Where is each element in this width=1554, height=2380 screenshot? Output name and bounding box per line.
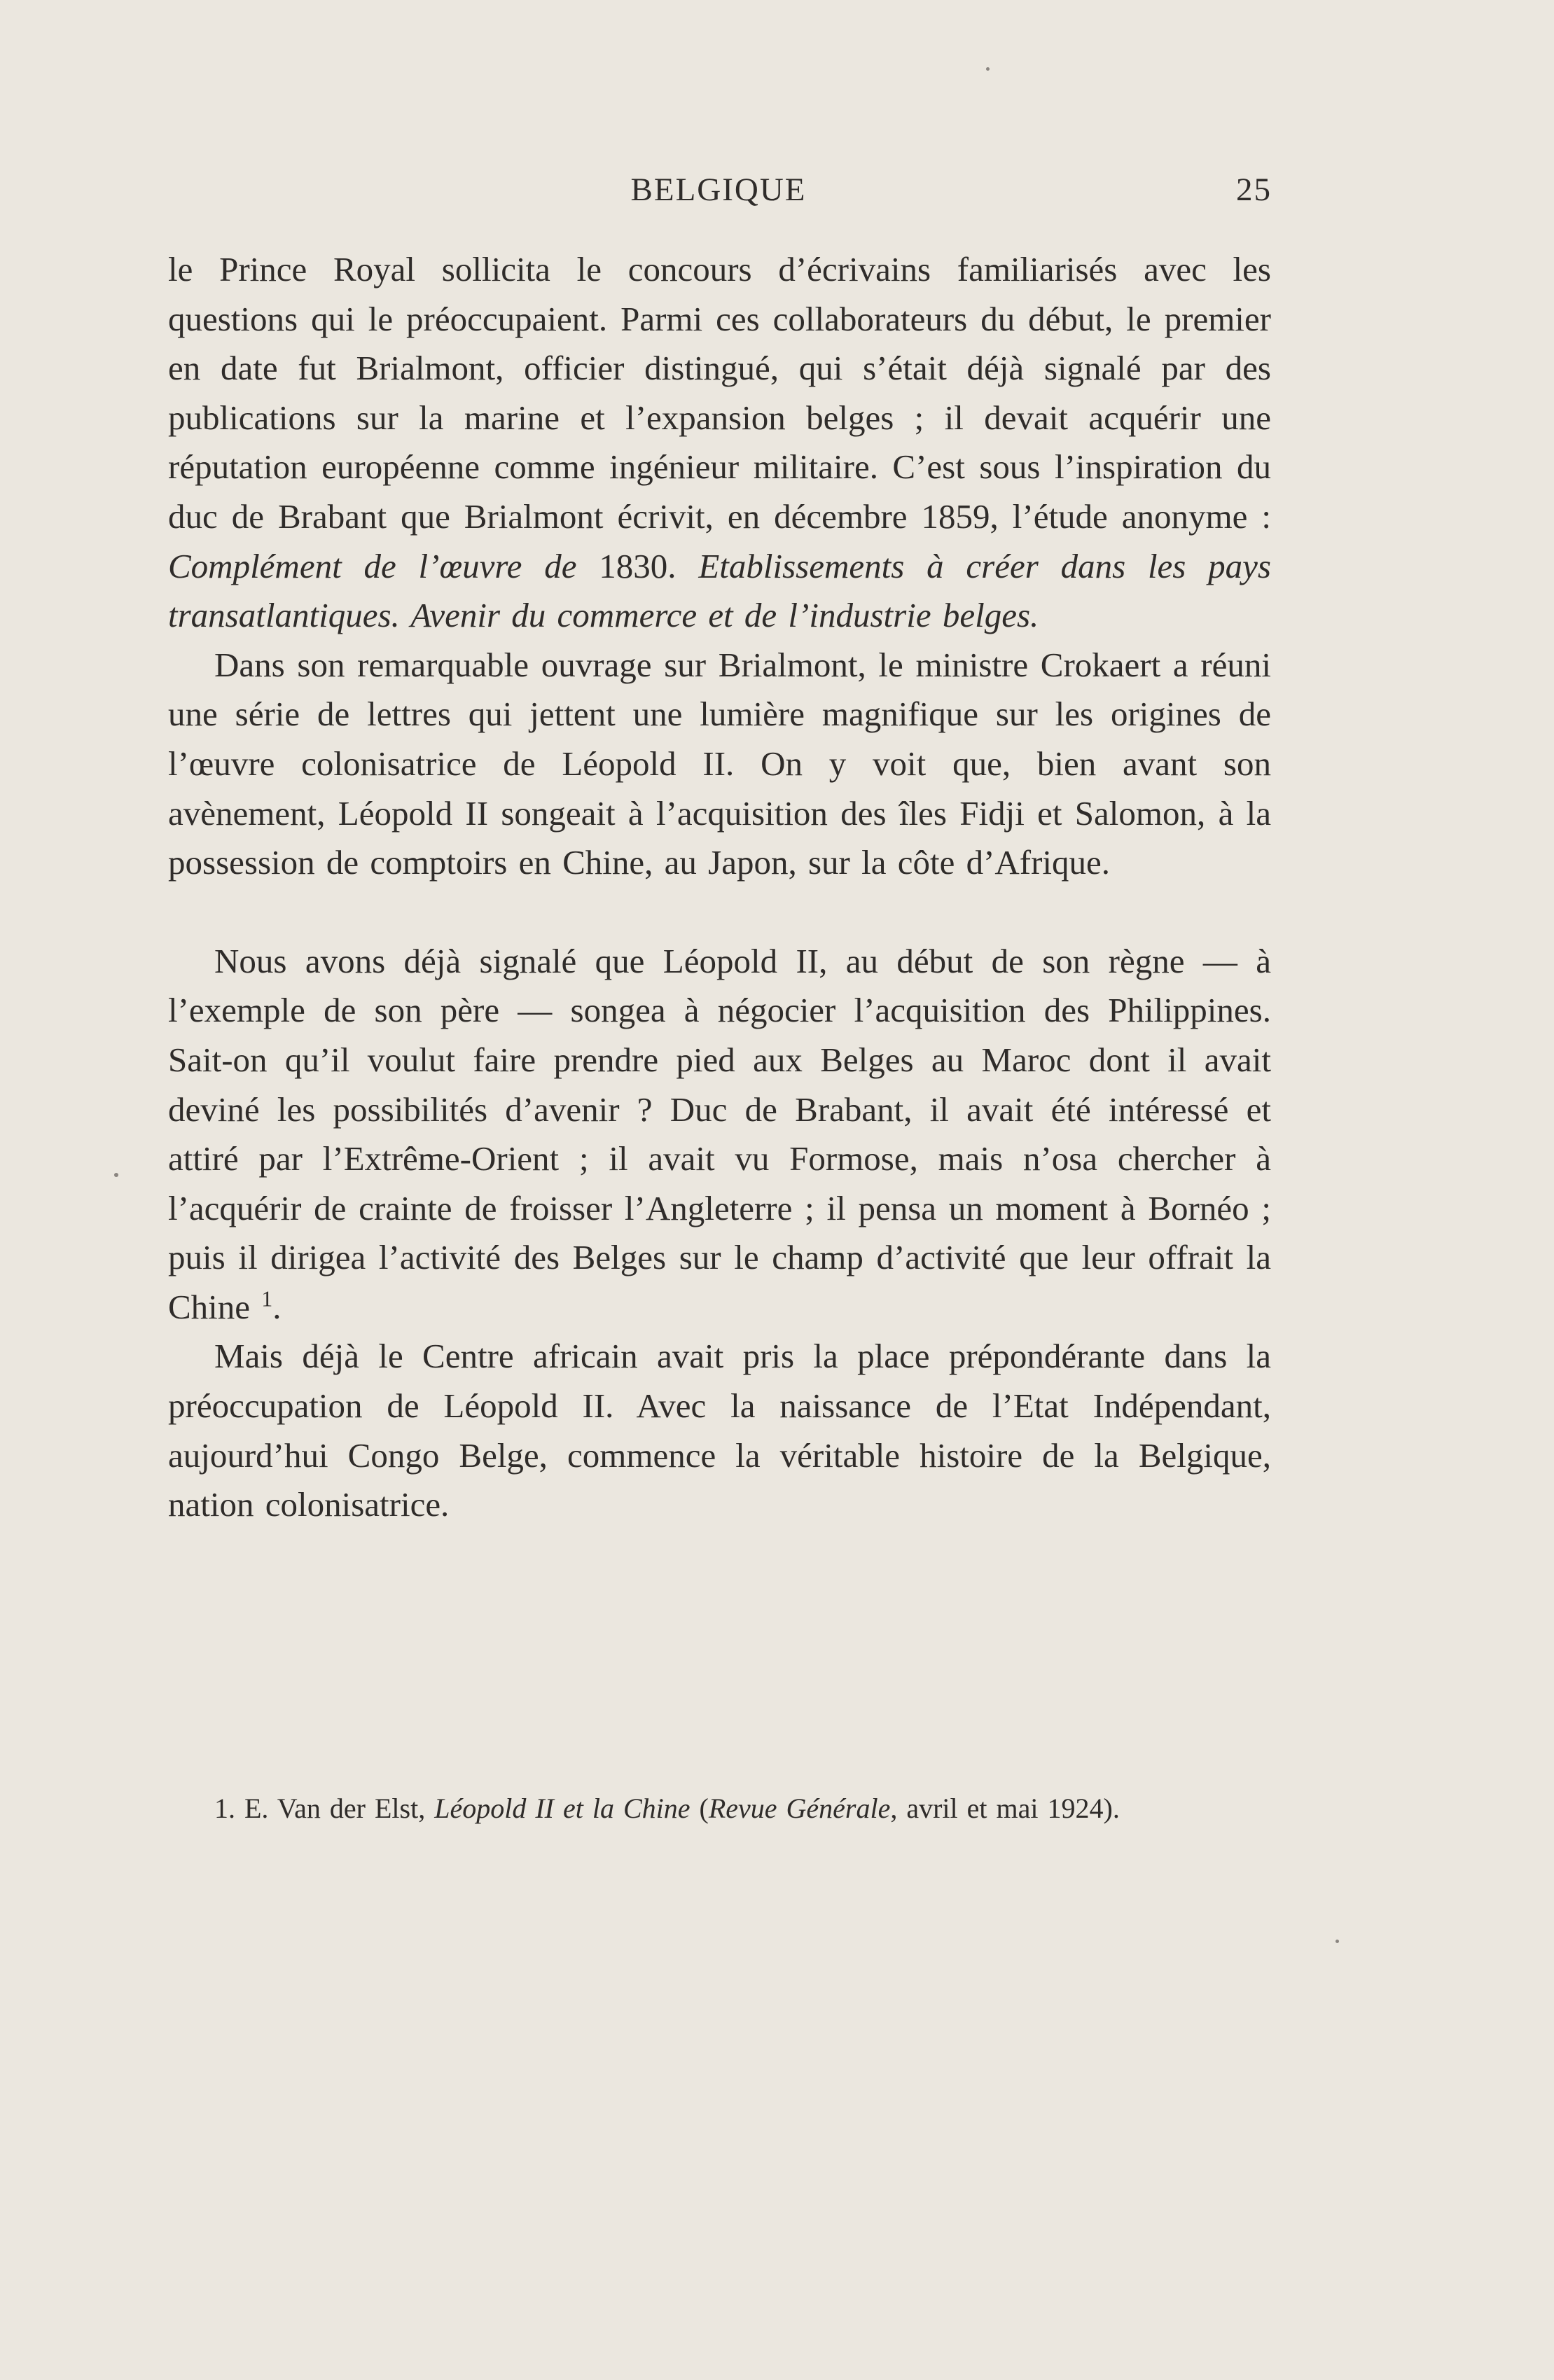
paragraph-1-text: le Prince Royal sollicita le concours d’écrivains familiarisés avec les questions qui le préoccupaient. Parmi ces collaborateurs du début, le premier en date fut Brialmont, officier distingué, qui s’était déjà signalé par des publications sur la marine et l’expansion belges ; il devait acquérir une réputation européenne comme ingénieur militaire. C’est sous l’inspiration du duc de Brabant que Brialmont écrivit, en décembre 1859, l’étude anonyme : bbox=[168, 250, 1271, 536]
paragraph-4: Mais déjà le Centre africain avait pris la place prépondérante dans la préoccupation de Léopold II. Avec la naissance de l’Etat Indépendant, aujourd’hui Congo Belge, commence la véritable histoire de la Belgique, nation colonisatrice. bbox=[168, 1337, 1271, 1524]
footnote-paren: ( bbox=[690, 1793, 709, 1824]
footnote bbox=[168, 1789, 1271, 1828]
main-text bbox=[168, 245, 1271, 1530]
footnote-number: 1. bbox=[214, 1793, 244, 1824]
footnote-author: E. Van der Elst, bbox=[244, 1793, 435, 1824]
footnote-date: , avril et mai 1924). bbox=[890, 1793, 1120, 1824]
paragraph-3-end: . bbox=[272, 1287, 282, 1326]
footnote-title: Léopold II et la Chine bbox=[434, 1793, 691, 1824]
italic-title: Complément de l’œuvre de bbox=[168, 546, 599, 585]
page-number: 25 bbox=[1236, 172, 1272, 208]
footnote-journal: Revue Générale bbox=[708, 1793, 891, 1824]
italic-subtitle: Etablissements à créer dans les pays transatlantiques. Avenir du commerce et de l’industrie belges. bbox=[168, 546, 1271, 635]
paper-speck bbox=[1336, 1940, 1339, 1943]
paragraph-3 bbox=[168, 937, 1271, 1332]
paper-speck bbox=[114, 1173, 118, 1177]
running-title: BELGIQUE bbox=[630, 172, 807, 208]
year-1830: 1830. bbox=[599, 546, 699, 585]
paragraph-1 bbox=[168, 245, 1271, 641]
paragraph-3-text: Nous avons déjà signalé que Léopold II, au début de son règne — à l’exemple de son père — songea à négocier l’acquisition des Philippines. Sait-on qu’il voulut faire prendre pied aux Belges au Maroc dont il avait deviné les possibilités d’avenir ? Duc de Brabant, il avait été intéressé et attiré par l’Extrême-Orient ; il avait vu Formose, mais n’osa chercher à l’acquérir de crainte de froisser l’Angleterre ; il pensa un moment à Bornéo ; puis il dirigea l’activité des Belges sur le champ d’activité que leur offrait la Chine bbox=[168, 941, 1271, 1326]
paragraph-2: Dans son remarquable ouvrage sur Brialmont, le ministre Crokaert a réuni une série de lettres qui jettent une lumière magnifique sur les origines de l’œuvre colonisatrice de Léopold II. On y voit que, bien avant son avènement, Léopold II songeait à l’acquisition des îles Fidji et Salomon, à la possession de comptoirs en Chine, au Japon, sur la côte d’Afrique. bbox=[168, 645, 1271, 882]
footnote-reference[interactable]: 1 bbox=[261, 1286, 273, 1311]
running-header bbox=[165, 171, 1272, 220]
paper-speck bbox=[986, 67, 990, 71]
